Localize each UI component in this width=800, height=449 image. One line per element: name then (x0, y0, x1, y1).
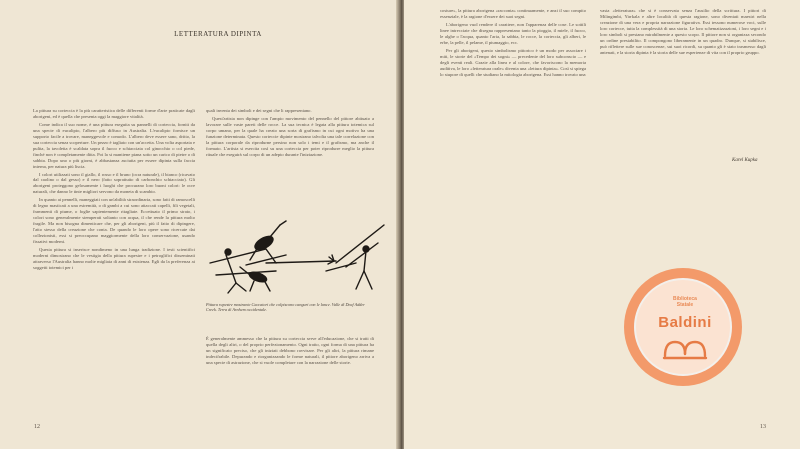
stamp-name: Baldini (658, 314, 712, 331)
right-column-2 (600, 8, 766, 148)
page-number-right: 13 (760, 424, 766, 430)
paragraph: Quest'artista non dipinge con l'ampio movimento del pennello del pittore abituato a lavorare sulle vaste pareti delle rocce. La sua tecnica è legata alla pittura totemica sul corpo umano, per la quale ha creato una sorta di grafismo in cui ogni motivo ha una funzione determinata. Questo corteccie dipinte mostrano talvolta una tale correlazione con la pittura corporale da riprodurne persino non solo i temi e il grafismo, ma anche il formato. L'artista si esercita così su una corteccia per poter riprodurre meglio la pittura rituale che eseguirà sul corpo di un adepto durante l'iniziazione. (206, 115, 374, 157)
stamp-header (636, 296, 734, 308)
paragraph: vasta «letteratura» che si è conservata senza l'ausilio della scrittura. I pittori di Milingimbi, Yirrkala e altre località di questa ragione, sono diventati maestri nella creazione di una vera e propria narrazione figurativa. Essi tessono numerose voci, sulle loro cortecce, tutta la complessità di una storia. Le loro schematizzazioni, i loro segni e i loro simboli si prestano mirabilmente a questo scopo. Il pittore non si organizza secondo un ordine prestabilito. Il compongono liberamente in un quadro. Dunque, si stabilisce, può riflettere sulle sue conoscenze, sui suoi ricordi, su quanto gli è stato trasmesso dagli antenati, e la storia dipinta è la storia delle sue esperienze di vita con il proprio gruppo. (600, 8, 766, 55)
library-stamp (624, 268, 742, 386)
stamp-line-2: Statale (676, 302, 694, 308)
stamp-inner (634, 278, 732, 376)
paragraph: I colori utilizzati sono il giallo, il rosso e il bruno (ocra naturale), il bianco (ricavato dal caolino o dal gesso) e il nero (fatto soprattutto di carbonchio schiacciato). Gli aborigeni proteggono gelosamente i luoghi che procurano loro buoni colori: le ocre naturali, che danno le tinte migliori servono da moneta di scambio. (33, 171, 195, 195)
paragraph: È generalmente ammesso che la pittura su corteccia serve all'educazione, che si tratti di quella degli altri, o del proprio perfezionamento. Ogni tratto, ogni forma di una pittura ha un significato preciso, che gli iniziati debbono ravvisare. Per gli altri, la pittura rimane indecifrabile. Depurando e riorganizzando le forme naturali, il pittore aborigeno arriva a una specie di astrazione, che si vuole completare con la narrazione delle storie. (206, 336, 374, 365)
stamp-line-1: Biblioteca (673, 296, 697, 302)
page-title: LETTERATURA DIPINTA (174, 30, 262, 38)
left-column-2 (206, 108, 374, 218)
right-page (404, 0, 800, 449)
left-column-3 (206, 336, 374, 426)
paragraph: costure», la pittura aborigena «racconta» continuamente, e anzi il suo compito essenziale, è la ragione d'essere dei suoi segni. (440, 8, 586, 19)
right-column-1 (440, 8, 586, 278)
left-column-1 (33, 108, 195, 423)
paragraph: In quanto ai pennelli, maneggiati con un'abilità straordinaria, sono fatti di ramoscelli di legno masticati a una estremità, o di gambi a cui sono attaccati capelli, fili vegetali, frammenti di piume, o foglie sapientemente ritagliate. Eccettuato il primo strato, i colori sono generalmente stemperati soltanto con acqua, il che rende la pittura molto fragile. Ma non bisogna dimenticare che, per gli aborigeni, più il fatto di dipingere, l'atto stesso della creazione che conta. De quando le loro opere sono ricercate dai collezionisti, essi si preoccupano maggiormente della loro conservazione, usando fissativi moderni. (33, 197, 195, 245)
left-page (0, 0, 398, 449)
figure-caption: Pittura rupestre mostrante Caccatori che colpiscono canguri con le lance. Valle di Deaf Adder Creek. Terra di Arnhem occidentale. (206, 302, 365, 313)
open-book-icon (662, 336, 708, 360)
paragraph: Come indica il suo nome, è una pittura eseguita su pannelli di corteccia, forniti da una specie di eucalipto, l'albero più diffuso in Australia. L'eucalipto fornisce un supporto facile a trovare, maneggevole e comodo. L'albero deve essere sano, dritto, la sua corteccia senza scoperture. Un pezzo è tagliato con un'accetta. Una volta asportata e pulita, la tavoletta è scaldata sopra il fuoco e schiacciata col ginocchio o col piede, finché non è completamente ditta. Poi la si mantiene piana sotto un carico di pietre o di sabbia. Dopo uno o più giorni, è abbastanza asciutta per essere dipinta sulla faccia interna, per natura più liscia. (33, 121, 195, 169)
paragraph: L'aborigeno vuol rendere il carattere, non l'apparenza delle cose. Le sottili linee intrecciate che disegna rappresentano tanto la pioggia, il miele, il fuoco, le alghe o l'acqua, quanto l'aria, la sabbia, le rocce, la corteccia, gli alberi, le erbe, la pelle, il pelame, il piumaggio, ecc. (440, 21, 586, 45)
author-signature: Karel Kupka (732, 158, 758, 163)
rock-painting-illustration (206, 205, 386, 300)
paragraph: Questa pittura si inserisce nondimeno in una lunga tradizione. I testi scientifici moderni dimostrano che le vestigia della pittura rupestre e i petroglifici disseminati attraverso l'Australia hanno molte migliaia di anni di esistenza. Egli da la preferenza ai soggetti totemici per i (33, 246, 195, 270)
paragraph: La pittura su corteccia è la più caratteristica delle differenti forme d'arte praticate dagli aborigeni, ed è quella che presenta oggi la maggiore vitalità. (33, 108, 195, 119)
paragraph: Per gli aborigeni, questo simbolismo pittorico è un modo per associare i miti, le storie del «Tempo dei sogni» — precedente del loro subconscio — e degli eventi reali. Grazie alla linea e al colore, che favoriscono la memoria auditiva, le loro «letteratura orale» diventa una «lettura dipinta». Così si spiega lo stupore di quelli che studiano la mitologia aborigena. Essi hanno trovato una (440, 47, 586, 77)
paragraph: quali inventa dei simboli e dei segni che li rappresentano. (206, 108, 312, 113)
page-number-left: 12 (34, 424, 40, 430)
